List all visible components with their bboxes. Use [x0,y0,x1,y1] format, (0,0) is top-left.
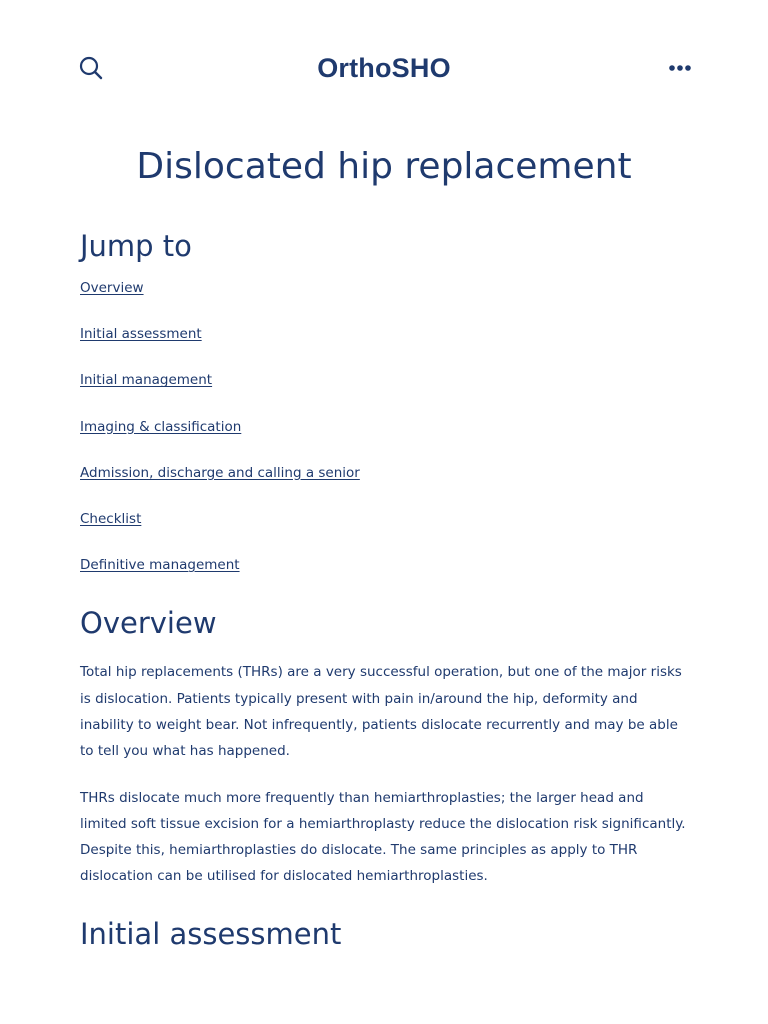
site-header [0,0,768,136]
initial-assessment-heading: Initial assessment [80,916,342,951]
jump-link-initial-management[interactable]: Initial management [80,372,213,389]
page-title: Dislocated hip replacement [136,146,632,187]
article-content [80,224,688,956]
jump-link-item [80,463,688,509]
jump-link-item [80,278,688,324]
more-horizontal-icon[interactable] [666,58,694,78]
jump-link-item [80,370,688,416]
jump-link-admission-discharge[interactable]: Admission, discharge and calling a senior [80,464,360,481]
jump-to-heading: Jump to [80,229,192,263]
jump-link-definitive-management[interactable]: Definitive management [80,557,240,574]
overview-heading: Overview [80,606,217,641]
overview-paragraph: Total hip replacements (THRs) are a very successful operation, but one of the major risks is dislocation. Patients typically present with pain in/around the hip, deformity and inability to weight bear. Not infrequently, patients dislocate recurrently and may be able to tell you what has happened. [80,664,682,760]
jump-link-item [80,417,688,463]
jump-link-item [80,555,688,601]
jump-link-overview[interactable]: Overview [80,280,144,296]
jump-link-checklist[interactable]: Checklist [80,510,142,527]
jump-link-imaging-classification[interactable]: Imaging & classification [80,418,242,435]
jump-to-list [80,278,688,601]
site-title[interactable]: OrthoSHO [317,53,451,83]
overview-paragraph: THRs dislocate much more frequently than hemiarthroplasties; the larger head and limited soft tissue excision for a hemiarthroplasty reduce the dislocation risk significantly. Despite this, hemiarthroplasties do dislocate. The same principles as apply to THR dislocation can be utilised for dislocated hemiarthroplasties. [80,789,686,885]
jump-link-item [80,324,688,370]
jump-link-item [80,509,688,555]
jump-link-initial-assessment[interactable]: Initial assessment [80,326,202,343]
